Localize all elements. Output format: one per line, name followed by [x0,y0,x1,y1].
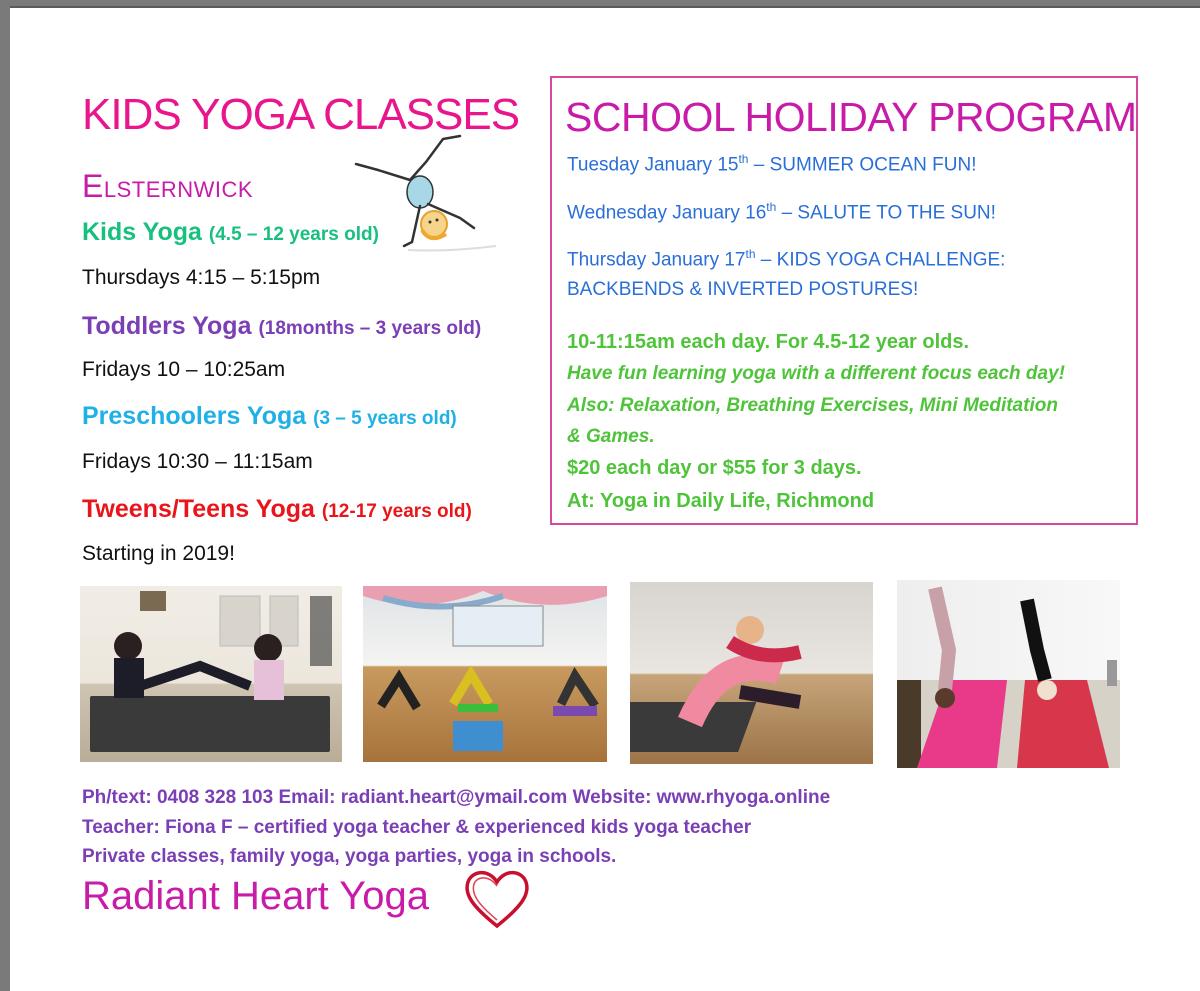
holiday-title: SCHOOL HOLIDAY PROGRAM [565,94,1137,140]
brand-name: Radiant Heart Yoga [82,874,429,918]
day-date: Thursday January 17 [567,249,746,271]
contact-line: Ph/text: 0408 328 103 Email: radiant.heart@ymail.com Website: www.rhyoga.online [82,787,831,808]
day-sup: th [766,200,777,214]
holiday-also-line: Also: Relaxation, Breathing Exercises, Mini Meditation [567,395,1058,416]
holiday-day-3-cont: BACKBENDS & INVERTED POSTURES! [567,279,919,300]
flyer-page [10,6,1200,991]
holiday-day-2 [567,200,996,224]
day-date: Tuesday January 15 [567,154,739,176]
holiday-day-1 [567,152,977,176]
class-name: Toddlers Yoga [82,312,252,340]
holiday-day-3 [567,247,1005,271]
class-name: Tweens/Teens Yoga [82,495,315,523]
location-subtitle: Elsternwick [82,168,254,204]
class-age: (4.5 – 12 years old) [208,224,379,245]
class-name: Preschoolers Yoga [82,402,307,430]
day-sup: th [745,247,756,261]
day-date: Wednesday January 16 [567,202,767,224]
teacher-line: Teacher: Fiona F – certified yoga teacher & experienced kids yoga teacher [82,817,752,838]
class-time: Thursdays 4:15 – 5:15pm [82,266,321,289]
class-name: Kids Yoga [82,218,202,246]
photo-yoga-class-downward-dog [363,586,607,762]
class-time: Fridays 10:30 – 11:15am [82,450,313,473]
class-time: Fridays 10 – 10:25am [82,358,286,381]
class-age: (18months – 3 years old) [258,318,482,339]
class-time: Starting in 2019! [82,542,235,565]
holiday-venue-line: At: Yoga in Daily Life, Richmond [567,490,875,512]
class-age: (12-17 years old) [321,501,472,522]
class-teens-yoga [82,495,472,524]
photo-kids-backbend [630,582,873,764]
day-sup: th [738,152,749,166]
holiday-fun-line: Have fun learning yoga with a different focus each day! [567,363,1065,384]
day-theme: – SUMMER OCEAN FUN! [748,154,977,176]
day-theme: – KIDS YOGA CHALLENGE: [755,249,1006,271]
class-preschoolers-yoga [82,402,457,431]
holiday-price-line: $20 each day or $55 for 3 days. [567,457,862,479]
day-theme: – SALUTE TO THE SUN! [776,202,996,224]
photo-kids-handstand [897,580,1120,768]
heart-icon [462,868,532,930]
class-toddlers-yoga [82,312,481,341]
class-kids-yoga [82,218,379,247]
holiday-time-line: 10-11:15am each day. For 4.5-12 year olds. [567,331,970,353]
holiday-also-line-2: & Games. [567,426,655,447]
services-line: Private classes, family yoga, yoga parties, yoga in schools. [82,846,617,867]
photo-kids-boat-pose [80,586,342,762]
class-age: (3 – 5 years old) [313,408,457,429]
page-title: KIDS YOGA CLASSES [82,90,520,139]
